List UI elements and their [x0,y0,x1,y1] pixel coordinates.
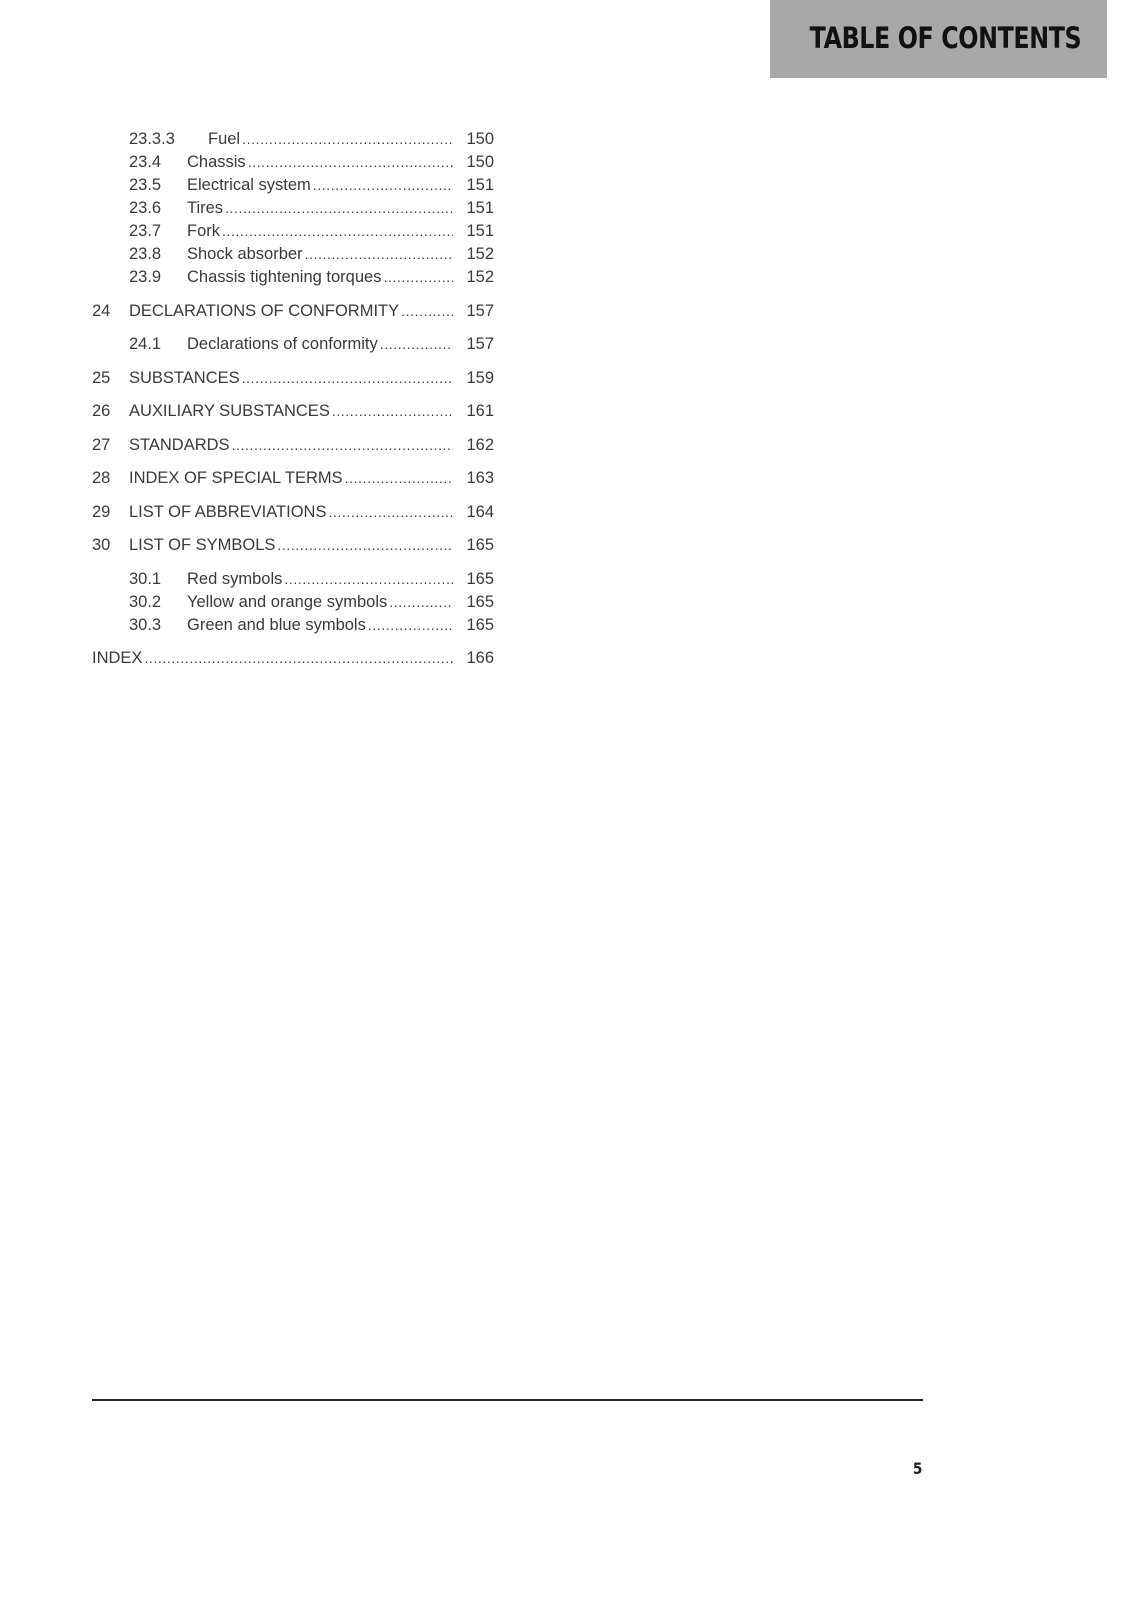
toc-entry[interactable] [92,128,494,151]
toc-entry-title: Declarations of conformity [187,335,378,353]
toc-entry[interactable] [92,614,494,637]
dot-leader [305,243,453,266]
toc-entry-number: 23.5 [129,176,162,194]
dot-leader [242,128,453,151]
toc-chapter[interactable] [92,400,494,423]
toc-entry-number: 30 [92,536,111,554]
dot-leader [345,467,453,490]
table-of-contents [92,128,494,670]
toc-entry-page: 159 [466,368,494,387]
toc-entry-number: 30.1 [129,569,162,588]
toc-entry-title: Chassis tightening torques [187,268,382,286]
dot-leader [232,434,453,457]
dot-leader [368,614,453,637]
toc-entry-number: 23.8 [129,245,162,263]
toc-entry-title: AUXILIARY SUBSTANCES [129,402,330,420]
footer-divider [92,1399,923,1401]
toc-entry-title: Green and blue symbols [187,615,366,634]
toc-entry-title: Tires [187,199,224,217]
toc-chapter[interactable] [92,534,494,557]
toc-entry-title: Shock absorber [187,245,303,263]
section-header-tab [770,0,1107,78]
dot-leader [389,591,453,614]
toc-entry[interactable] [92,174,494,197]
toc-entry-page: 161 [466,402,494,420]
dot-leader [242,367,453,390]
toc-entry-number: 29 [92,502,111,521]
section-title: TABLE OF CONTENTS [809,21,1081,55]
toc-entry-title: Fuel [208,130,241,148]
toc-entry-title: DECLARATIONS OF CONFORMITY [129,301,400,320]
toc-entry-number: 27 [92,435,111,454]
toc-entry-title: Chassis [187,153,246,171]
toc-entry-number: 23.3.3 [129,130,175,148]
toc-entry[interactable] [92,243,494,266]
toc-entry[interactable] [92,568,494,591]
toc-entry-page: 165 [466,615,494,634]
dot-leader [401,300,453,323]
toc-chapter[interactable] [92,434,494,457]
toc-entry-page: 152 [466,268,494,286]
toc-entry-title: Red symbols [187,569,283,588]
toc-entry-title: SUBSTANCES [129,368,240,387]
toc-entry-number: 26 [92,402,111,420]
toc-entry-page: 151 [466,199,494,217]
toc-entry-title: Fork [187,222,220,240]
toc-entry-number: 25 [92,368,111,387]
toc-entry-page: 166 [466,649,494,667]
toc-entry-number: 24 [92,301,111,320]
toc-chapter[interactable] [92,467,494,490]
toc-entry-page: 151 [466,222,494,240]
page-number: 5 [912,1459,923,1478]
toc-entry-page: 165 [466,536,494,554]
toc-entry-title: LIST OF SYMBOLS [129,536,276,554]
toc-entry[interactable] [92,151,494,174]
toc-entry-page: 165 [466,569,494,588]
dot-leader [313,174,453,197]
toc-entry-page: 150 [466,130,494,148]
dot-leader [383,266,453,289]
dot-leader [332,400,453,423]
toc-entry-title: INDEX OF SPECIAL TERMS [129,469,343,487]
dot-leader [144,647,453,670]
toc-index[interactable] [92,647,494,670]
toc-entry[interactable] [92,266,494,289]
toc-entry[interactable] [92,333,494,356]
dot-leader [277,534,453,557]
toc-entry-page: 163 [466,469,494,487]
toc-entry-page: 164 [466,502,494,521]
toc-entry-page: 150 [466,153,494,171]
toc-entry[interactable] [92,591,494,614]
toc-entry-number: 30.2 [129,592,162,611]
toc-entry[interactable] [92,220,494,243]
toc-entry-title: LIST OF ABBREVIATIONS [129,502,327,521]
toc-chapter[interactable] [92,367,494,390]
toc-entry-number: 23.6 [129,199,162,217]
toc-entry-page: 151 [466,176,494,194]
toc-entry-title: STANDARDS [129,435,230,454]
toc-entry-page: 165 [466,592,494,611]
toc-entry-title: Electrical system [187,176,311,194]
toc-entry-page: 152 [466,245,494,263]
dot-leader [284,568,453,591]
dot-leader [248,151,453,174]
toc-entry-title: Yellow and orange symbols [187,592,388,611]
toc-entry-page: 162 [466,435,494,454]
dot-leader [328,501,453,524]
toc-entry-page: 157 [466,335,494,353]
toc-chapter[interactable] [92,501,494,524]
toc-entry-number: 30.3 [129,615,162,634]
toc-entry-page: 157 [466,301,494,320]
toc-entry-number: 23.9 [129,268,162,286]
dot-leader [380,333,453,356]
dot-leader [222,220,453,243]
toc-entry-number: 28 [92,469,111,487]
dot-leader [225,197,453,220]
toc-entry-number: 23.7 [129,222,162,240]
toc-entry-number: 23.4 [129,153,162,171]
toc-entry-number: 24.1 [129,335,162,353]
toc-entry[interactable] [92,197,494,220]
toc-entry-title: INDEX [92,649,143,667]
toc-chapter[interactable] [92,300,494,323]
